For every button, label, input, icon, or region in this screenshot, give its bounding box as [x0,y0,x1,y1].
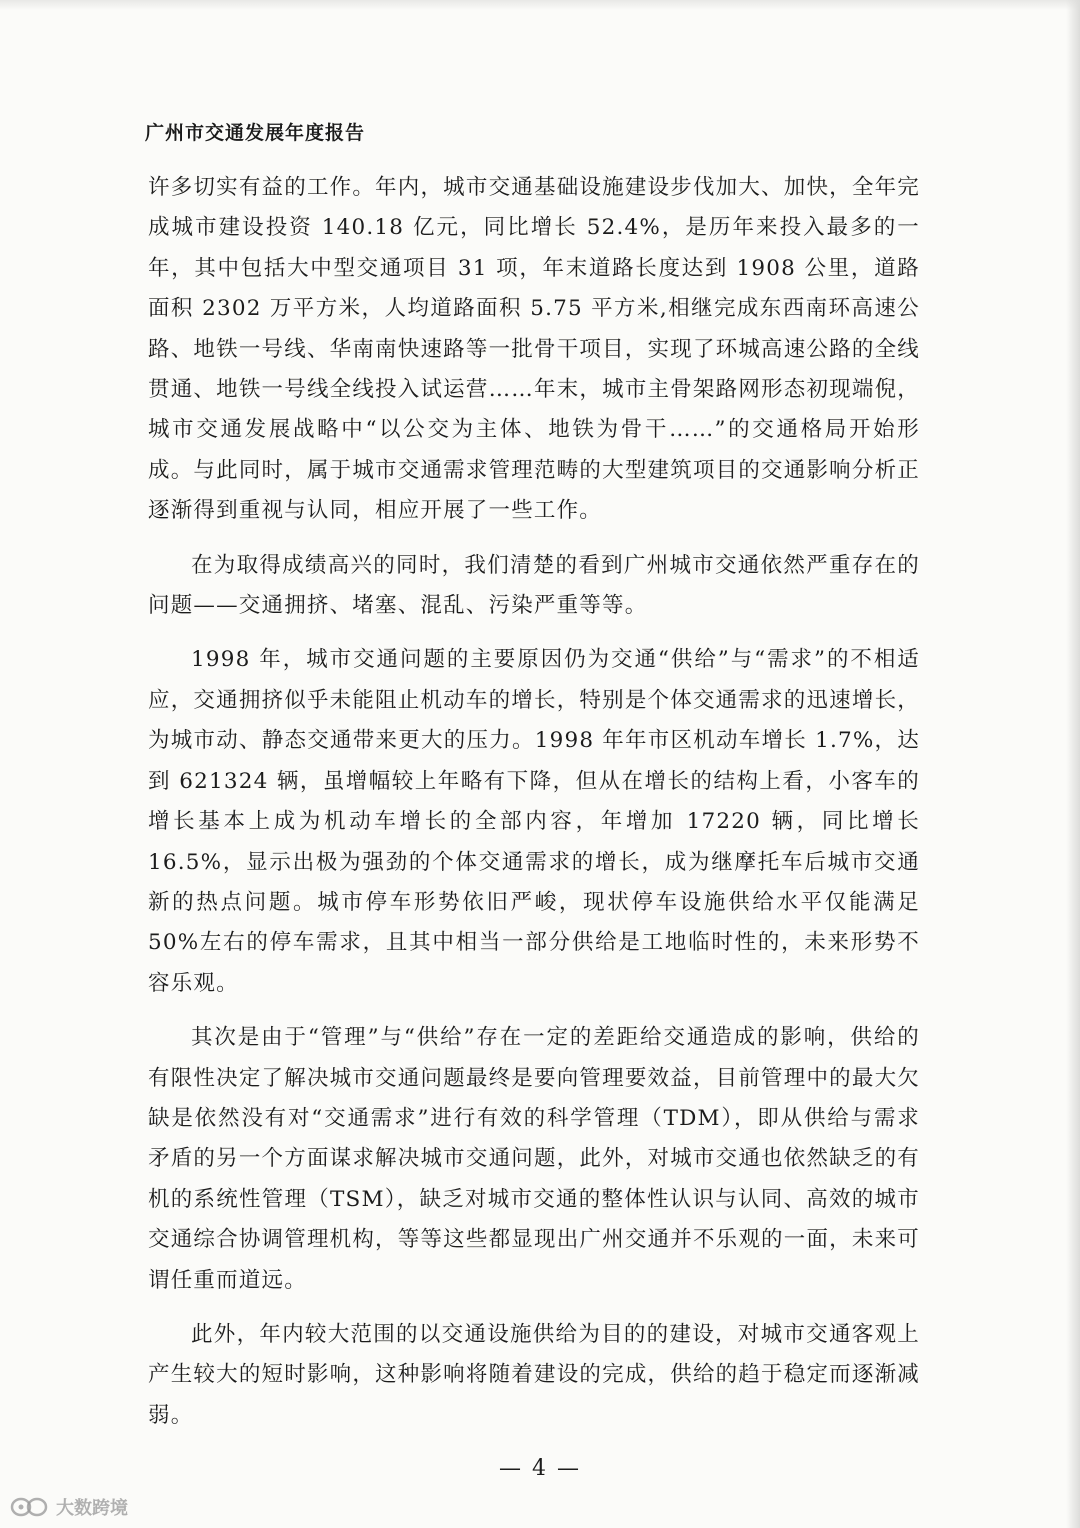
scan-edge-right [1066,0,1080,1528]
running-header: 广州市交通发展年度报告 [145,122,366,144]
paragraph-2: 在为取得成绩高兴的同时，我们清楚的看到广州城市交通依然严重存在的问题——交通拥挤、堵塞、混乱、污染严重等等。 [148,552,920,619]
body-text [148,168,920,1436]
paragraph-5: 此外，年内较大范围的以交通设施供给为目的的建设，对城市交通客观上产生较大的短时影响，这种影响将随着建设的完成，供给的趋于稳定而逐渐减弱。 [148,1321,920,1428]
paragraph-3: 1998 年，城市交通问题的主要原因仍为交通“供给”与“需求”的不相适应，交通拥挤似乎未能阻止机动车的增长，特别是个体交通需求的迅速增长，为城市动、静态交通带来更大的压力。1998 年年市区机动车增长 1.7%，达到 621324 辆，虽增幅较上年略有下降，但从在增长的结构上看，小客车的增长基本上成为机动车增长的全部内容，年增加 17220 辆，同比增长 16.5%，显示出极为强劲的个体交通需求的增长，成为继摩托车后城市交通新的热点问题。城市停车形势依旧严峻，现状停车设施供给水平仅能满足 50%左右的停车需求，且其中相当一部分供给是工地临时性的，未来形势不容乐观。 [148,647,920,996]
logo-icon [10,1496,50,1518]
paragraph-1: 许多切实有益的工作。年内，城市交通基础设施建设步伐加大、加快，全年完成城市建设投资 140.18 亿元，同比增长 52.4%，是历年来投入最多的一年，其中包括大中型交通项目 31 项，年末道路长度达到 1908 公里，道路面积 2302 万平方米，人均道路面积 5.75 平方米,相继完成东西南环高速公路、地铁一号线、华南南快速路等一批骨干项目，实现了环城高速公路的全线贯通、地铁一号线全线投入试运营……年末，城市主骨架路网形态初现端倪，城市交通发展战略中“以公交为主体、地铁为骨干……”的交通格局开始形成。与此同时，属于城市交通需求管理范畴的大型建筑项目的交通影响分析正逐渐得到重视与认同，相应开展了一些工作。 [148,175,920,524]
page-number: — 4 — [499,1456,581,1481]
paragraph-4: 其次是由于“管理”与“供给”存在一定的差距给交通造成的影响，供给的有限性决定了解决城市交通问题最终是要向管理要效益，目前管理中的最大欠缺是依然没有对“交通需求”进行有效的科学管理（TDM），即从供给与需求矛盾的另一个方面谋求解决城市交通问题，此外，对城市交通也依然缺乏的有机的系统性管理（TSM），缺乏对城市交通的整体性认识与认同、高效的城市交通综合协调管理机构，等等这些都显现出广州交通并不乐观的一面，未来可谓任重而道远。 [148,1025,920,1293]
watermark-text: 大数跨境 [56,1498,128,1519]
watermark [10,1494,128,1520]
scan-edge-top [0,0,1080,10]
